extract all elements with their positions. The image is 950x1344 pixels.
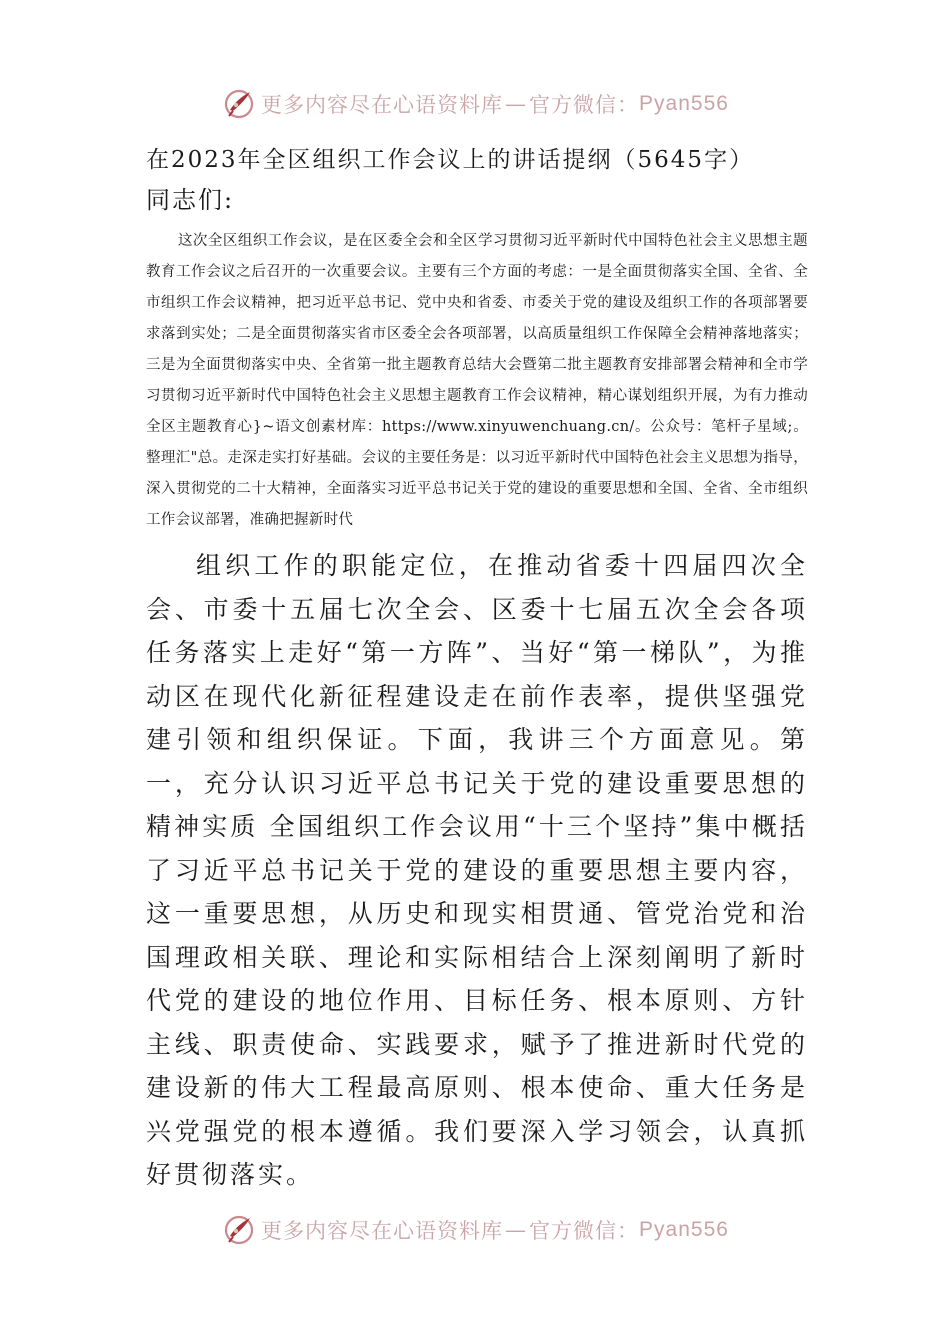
banner-separator: — bbox=[505, 1218, 528, 1242]
banner-separator: — bbox=[505, 92, 528, 116]
quill-seal-logo-icon bbox=[221, 86, 257, 122]
banner-wechat-label: 官方微信： bbox=[529, 93, 640, 117]
quill-seal-logo-icon bbox=[221, 1212, 257, 1248]
banner-text: 更多内容尽在心语资料库 bbox=[261, 93, 504, 117]
greeting: 同志们: bbox=[146, 186, 235, 214]
paragraph-intro: 这次全区组织工作会议，是在区委全会和全区学习贯彻习近平新时代中国特色社会主义思想主题教育工作会议之后召开的一次重要会议。主要有三个方面的考虑：一是全面贯彻落实全国、全省、全市组织工作会议精神，把习近平总书记、党中央和省委、市委关于党的建设及组织工作的各项部署要求落到实处；二是全面贯彻落实省市区委全会各项部署，以高质量组织工作保障全会精神落地落实；三是为全面贯彻落实中央、全省第一批主题教育总结大会暨第二批主题教育安排部署会精神和全市学习贯彻习近平新时代中国特色社会主义思想主题教育工作会议精神，精心谋划组织开展，为有力推动全区主题教育心}~语文创素材库：https://www.xinyuwenchuang.cn/。公众号：笔杆子星域;。整理汇"总。走深走实打好基础。会议的主要任务是：以习近平新时代中国特色社会主义思想为指导，深入贯彻党的二十大精神，全面落实习近平总书记关于党的建设的重要思想和全国、全省、全市组织工作会议部署，准确把握新时代 bbox=[146, 233, 808, 528]
banner-text: 更多内容尽在心语资料库 bbox=[261, 1219, 504, 1243]
header-banner bbox=[0, 84, 950, 124]
banner-wechat-id: Pyan556 bbox=[639, 92, 729, 115]
paragraph-body: 组织工作的职能定位，在推动省委十四届四次全会、市委十五届七次全会、区委十七届五次全会各项任务落实上走好“第一方阵”、当好“第一梯队”，为推动区在现代化新征程建设走在前作表率，提供坚强党建引领和组织保证。下面，我讲三个方面意见。第一，充分认识习近平总书记关于党的建设重要思想的精神实质 全国组织工作会议用“十三个坚持”集中概括了习近平总书记关于党的建设的重要思想主要内容，这一重要思想，从历史和现实相贯通、管党治党和治国理政相关联、理论和实际相结合上深刻阐明了新时代党的建设的地位作用、目标任务、根本原则、方针主线、职责使命、实践要求，赋予了推进新时代党的建设新的伟大工程最高原则、根本使命、重大任务是兴党强党的根本遵循。我们要深入学习领会，认真抓好贯彻落实。 bbox=[146, 551, 808, 1189]
document-title: 在2023年全区组织工作会议上的讲话提纲（5645字） bbox=[146, 147, 755, 173]
banner-wechat-id: Pyan556 bbox=[639, 1218, 729, 1241]
banner-wechat-label: 官方微信： bbox=[529, 1219, 640, 1243]
footer-banner bbox=[0, 1210, 950, 1250]
